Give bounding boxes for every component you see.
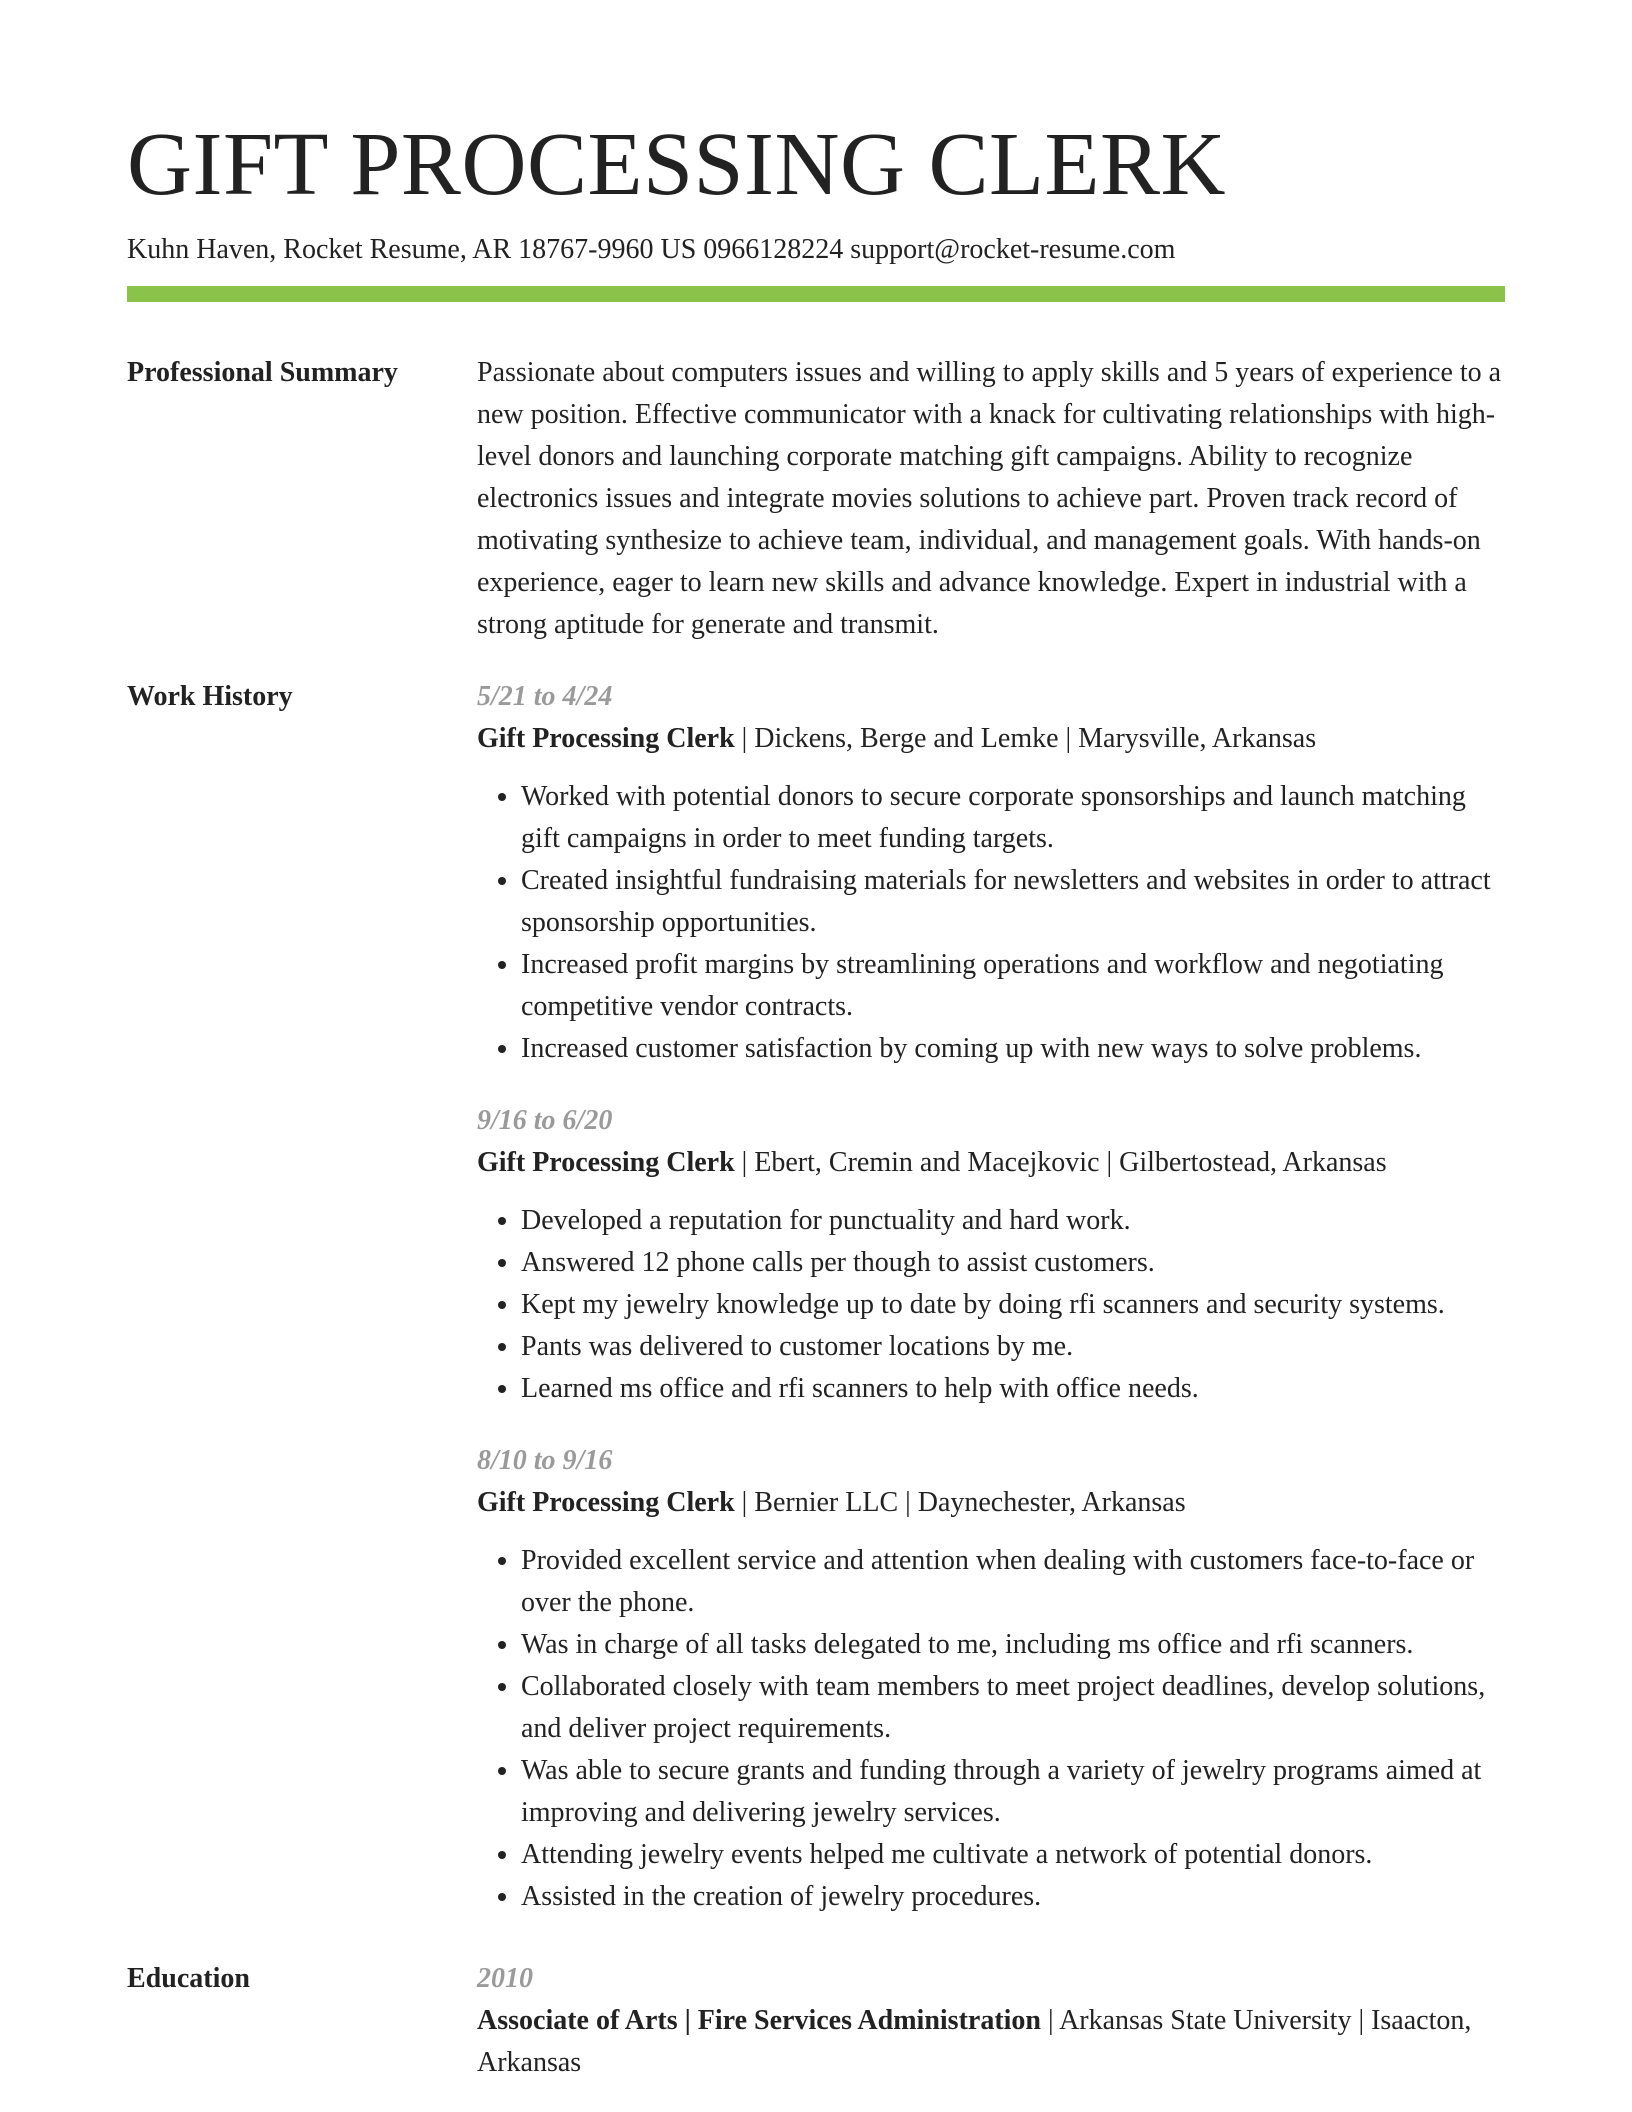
work-history-section xyxy=(127,676,1505,1944)
job-bullet: • Collaborated closely with team members to meet project deadlines, develop solutions, and deliver project requirements. xyxy=(521,1666,1505,1750)
job-heading xyxy=(477,1482,1505,1524)
job-title: Gift Processing Clerk xyxy=(477,1487,735,1519)
education-heading xyxy=(477,2000,1505,2084)
job-bullet: • Answered 12 phone calls per though to assist customers. xyxy=(521,1242,1505,1284)
education-year: 2010 xyxy=(477,1963,533,1995)
education-section xyxy=(127,1958,1505,2084)
job-bullet: • Worked with potential donors to secure corporate sponsorships and launch matching gift campaigns in order to meet funding targets. xyxy=(521,776,1505,860)
education-body xyxy=(477,1958,1505,2084)
job-bullet: • Developed a reputation for punctuality and hard work. xyxy=(521,1200,1505,1242)
section-label-education: Education xyxy=(127,1963,250,1995)
summary-text: Passionate about computers issues and willing to apply skills and 5 years of experience to a new position. Effective communicator with a knack for cultivating relationships with high-level donors and launching corporate matching gift campaigns. Ability to recognize electronics issues and integrate movies solutions to achieve part. Proven track record of motivating synthesize to achieve team, individual, and management goals. With hands-on experience, eager to learn new skills and advance knowledge. Expert in industrial with a strong aptitude for generate and transmit. xyxy=(477,357,1502,641)
job-heading xyxy=(477,718,1505,760)
job-bullet-list xyxy=(477,1540,1505,1918)
section-label-summary: Professional Summary xyxy=(127,357,398,389)
job-heading xyxy=(477,1142,1505,1184)
job-dates: 5/21 to 4/24 xyxy=(477,681,613,713)
education-degree: Associate of Arts | Fire Services Administration xyxy=(477,2005,1042,2037)
job-entry xyxy=(477,1100,1505,1410)
job-title: Gift Processing Clerk xyxy=(477,723,735,755)
job-title: Gift Processing Clerk xyxy=(477,1147,735,1179)
job-details: | Bernier LLC | Daynechester, Arkansas xyxy=(734,1487,1186,1519)
job-bullet: • Increased customer satisfaction by coming up with new ways to solve problems. xyxy=(521,1028,1505,1070)
contact-line: Kuhn Haven, Rocket Resume, AR 18767-9960 US 0966128224 support@rocket-resume.com xyxy=(127,234,1176,265)
section-label-work: Work History xyxy=(127,681,293,713)
job-bullet-list xyxy=(477,1200,1505,1410)
job-details: | Dickens, Berge and Lemke | Marysville, Arkansas xyxy=(734,723,1317,755)
job-bullet: • Learned ms office and rfi scanners to help with office needs. xyxy=(521,1368,1505,1410)
job-bullet: • Provided excellent service and attention when dealing with customers face-to-face or over the phone. xyxy=(521,1540,1505,1624)
job-bullet: • Assisted in the creation of jewelry procedures. xyxy=(521,1876,1505,1918)
accent-divider xyxy=(127,286,1505,302)
summary-body xyxy=(477,352,1505,646)
professional-summary-section xyxy=(127,352,1505,646)
work-history-body xyxy=(477,676,1505,1944)
job-bullet: • Increased profit margins by streamlining operations and workflow and negotiating competitive vendor contracts. xyxy=(521,944,1505,1028)
job-bullet-list xyxy=(477,776,1505,1070)
job-entry xyxy=(477,1440,1505,1918)
job-bullet: • Was able to secure grants and funding through a variety of jewelry programs aimed at improving and delivering jewelry services. xyxy=(521,1750,1505,1834)
education-details: | Arkansas State University | Isaacton, Arkansas xyxy=(477,2005,1472,2079)
job-bullet: • Was in charge of all tasks delegated to me, including ms office and rfi scanners. xyxy=(521,1624,1505,1666)
job-bullet: • Kept my jewelry knowledge up to date by doing rfi scanners and security systems. xyxy=(521,1284,1505,1326)
resume-title: GIFT PROCESSING CLERK xyxy=(127,115,1227,214)
job-dates: 8/10 to 9/16 xyxy=(477,1445,613,1477)
job-details: | Ebert, Cremin and Macejkovic | Gilbertostead, Arkansas xyxy=(734,1147,1387,1179)
job-bullet: • Created insightful fundraising materials for newsletters and websites in order to attract sponsorship opportunities. xyxy=(521,860,1505,944)
job-bullet: • Attending jewelry events helped me cultivate a network of potential donors. xyxy=(521,1834,1505,1876)
job-bullet: • Pants was delivered to customer locations by me. xyxy=(521,1326,1505,1368)
job-dates: 9/16 to 6/20 xyxy=(477,1105,613,1137)
job-entry xyxy=(477,676,1505,1070)
